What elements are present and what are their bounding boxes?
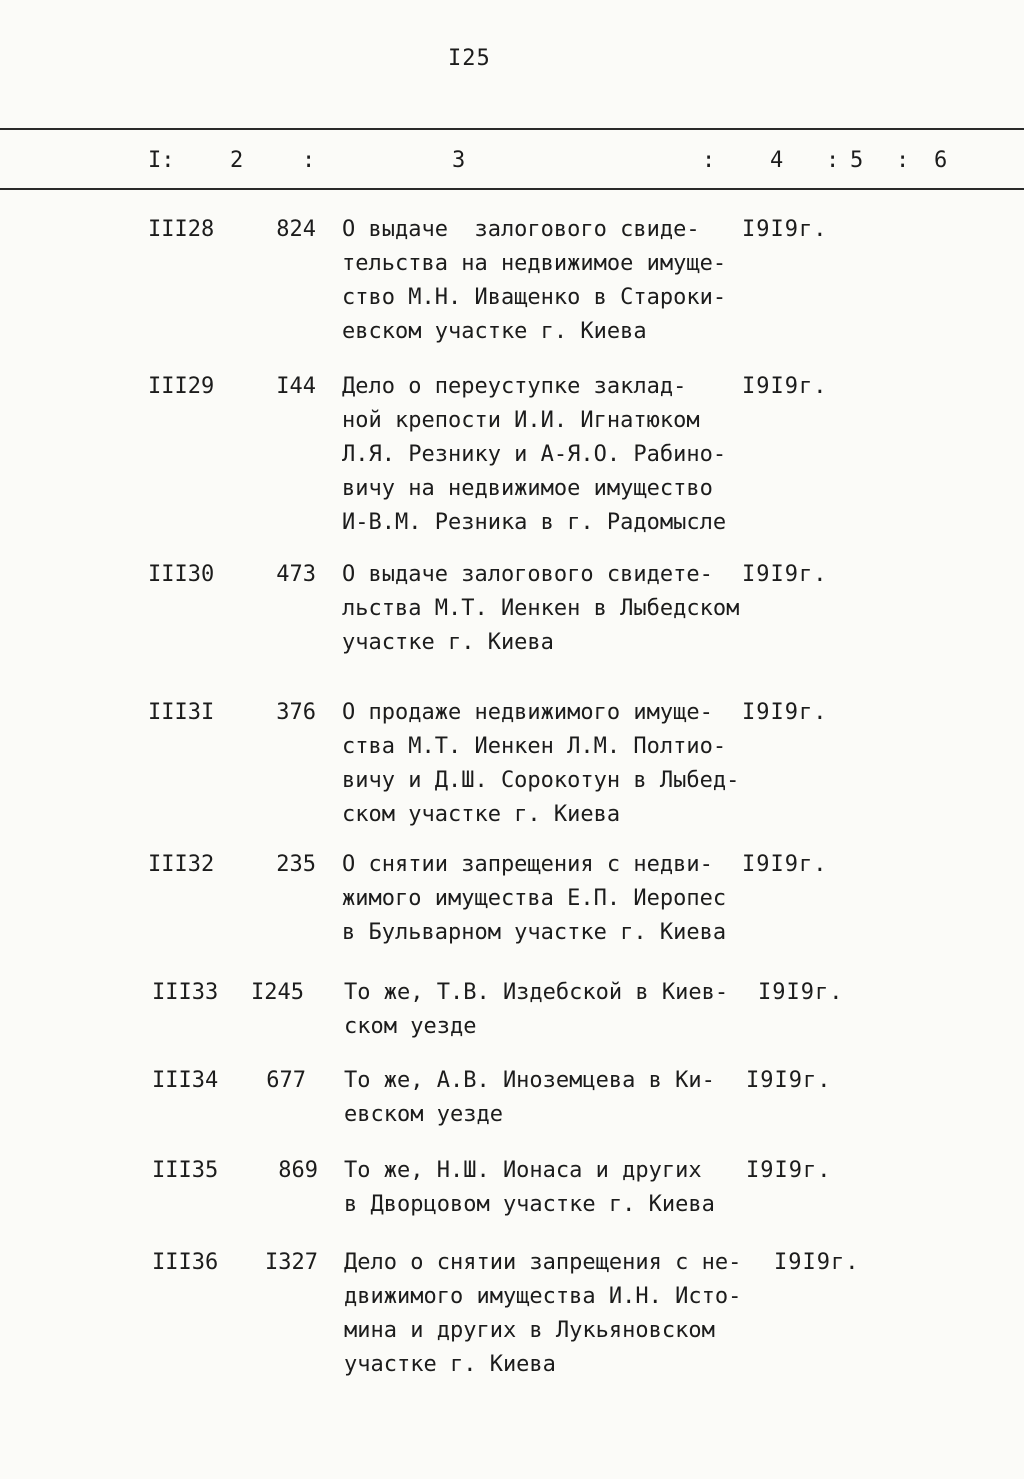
case-title	[342, 558, 762, 660]
case-title-line: Дело о переуступке заклад-	[342, 374, 687, 399]
case-title-line: То же, Т.В. Издебской в Киев-	[344, 980, 729, 1005]
case-title-line: Дело о снятии запрещения с не-	[344, 1250, 742, 1275]
case-title	[344, 1154, 764, 1222]
sheet-count: I327	[265, 1250, 318, 1275]
column-header-1: I:	[148, 148, 175, 173]
column-header-2: 2	[230, 148, 244, 173]
case-title	[342, 213, 762, 349]
case-number: III32	[148, 852, 215, 877]
sheet-count: 376	[276, 700, 316, 725]
case-title-line: О продаже недвижимого имуще-	[342, 700, 713, 725]
sheet-count: 869	[278, 1158, 318, 1183]
header-bottom-rule	[0, 188, 1024, 190]
column-header-5: 5	[850, 148, 864, 173]
sheet-count: I245	[251, 980, 304, 1005]
case-title-line: И-В.М. Резника в г. Радомысле	[342, 510, 727, 535]
case-year: I9I9г.	[742, 217, 828, 242]
case-title-line: ство М.Н. Иващенко в Староки-	[342, 285, 727, 310]
column-header-3: 3	[452, 148, 466, 173]
sheet-count: I44	[276, 374, 316, 399]
case-title-line: Л.Я. Резнику и А-Я.О. Рабино-	[342, 442, 727, 467]
column-separator-3: :	[826, 148, 840, 173]
header-top-rule	[0, 128, 1024, 130]
case-number: III28	[148, 217, 215, 242]
sheet-count: 824	[276, 217, 316, 242]
case-title	[344, 976, 764, 1044]
case-year: I9I9г.	[742, 562, 828, 587]
case-year: I9I9г.	[742, 700, 828, 725]
case-title-line: в Дворцовом участке г. Киева	[344, 1192, 715, 1217]
case-number: III35	[152, 1158, 219, 1183]
case-title-line: льства М.Т. Иенкен в Лыбедском	[342, 596, 740, 621]
case-year: I9I9г.	[742, 374, 828, 399]
case-title-line: ства М.Т. Иенкен Л.М. Полтио-	[342, 734, 727, 759]
column-separator-1: :	[302, 148, 316, 173]
case-title-line: О снятии запрещения с недви-	[342, 852, 713, 877]
column-header-6: 6	[934, 148, 948, 173]
case-title	[344, 1064, 764, 1132]
case-title-line: евском уезде	[344, 1102, 503, 1127]
case-year: I9I9г.	[742, 852, 828, 877]
case-title-line: участке г. Киева	[342, 630, 554, 655]
case-number: III3I	[148, 700, 215, 725]
case-number: III29	[148, 374, 215, 399]
case-title-line: вичу на недвижимое имущество	[342, 476, 713, 501]
case-year: I9I9г.	[746, 1158, 832, 1183]
case-year: I9I9г.	[758, 980, 844, 1005]
case-number: III33	[152, 980, 219, 1005]
case-title-line: движимого имущества И.Н. Исто-	[344, 1284, 742, 1309]
case-title	[342, 370, 762, 540]
sheet-count: 235	[276, 852, 316, 877]
case-title-line: ском участке г. Киева	[342, 802, 621, 827]
case-title-line: вичу и Д.Ш. Сорокотун в Лыбед-	[342, 768, 740, 793]
sheet-count: 473	[276, 562, 316, 587]
page-number: I25	[448, 46, 491, 71]
case-number: III34	[152, 1068, 219, 1093]
case-title-line: То же, А.В. Иноземцева в Ки-	[344, 1068, 715, 1093]
case-title-line: О выдаче залогового свидете-	[342, 562, 713, 587]
case-year: I9I9г.	[774, 1250, 860, 1275]
case-title-line: О выдаче залогового свиде-	[342, 217, 700, 242]
case-year: I9I9г.	[746, 1068, 832, 1093]
case-title-line: То же, Н.Ш. Ионаса и других	[344, 1158, 702, 1183]
case-title-line: участке г. Киева	[344, 1352, 556, 1377]
column-separator-4: :	[896, 148, 910, 173]
case-number: III30	[148, 562, 215, 587]
column-separator-2: :	[702, 148, 716, 173]
case-title	[344, 1246, 764, 1382]
case-title-line: ском уезде	[344, 1014, 477, 1039]
case-title	[342, 696, 762, 832]
case-title-line: тельства на недвижимое имуще-	[342, 251, 727, 276]
case-title-line: в Бульварном участке г. Киева	[342, 920, 727, 945]
sheet-count: 677	[266, 1068, 306, 1093]
case-title-line: жимого имущества Е.П. Иеропес	[342, 886, 727, 911]
case-title	[342, 848, 762, 950]
case-title-line: ной крепости И.И. Игнатюком	[342, 408, 700, 433]
case-title-line: мина и других в Лукьяновском	[344, 1318, 715, 1343]
case-title-line: евском участке г. Киева	[342, 319, 647, 344]
case-number: III36	[152, 1250, 219, 1275]
column-header-4: 4	[770, 148, 784, 173]
